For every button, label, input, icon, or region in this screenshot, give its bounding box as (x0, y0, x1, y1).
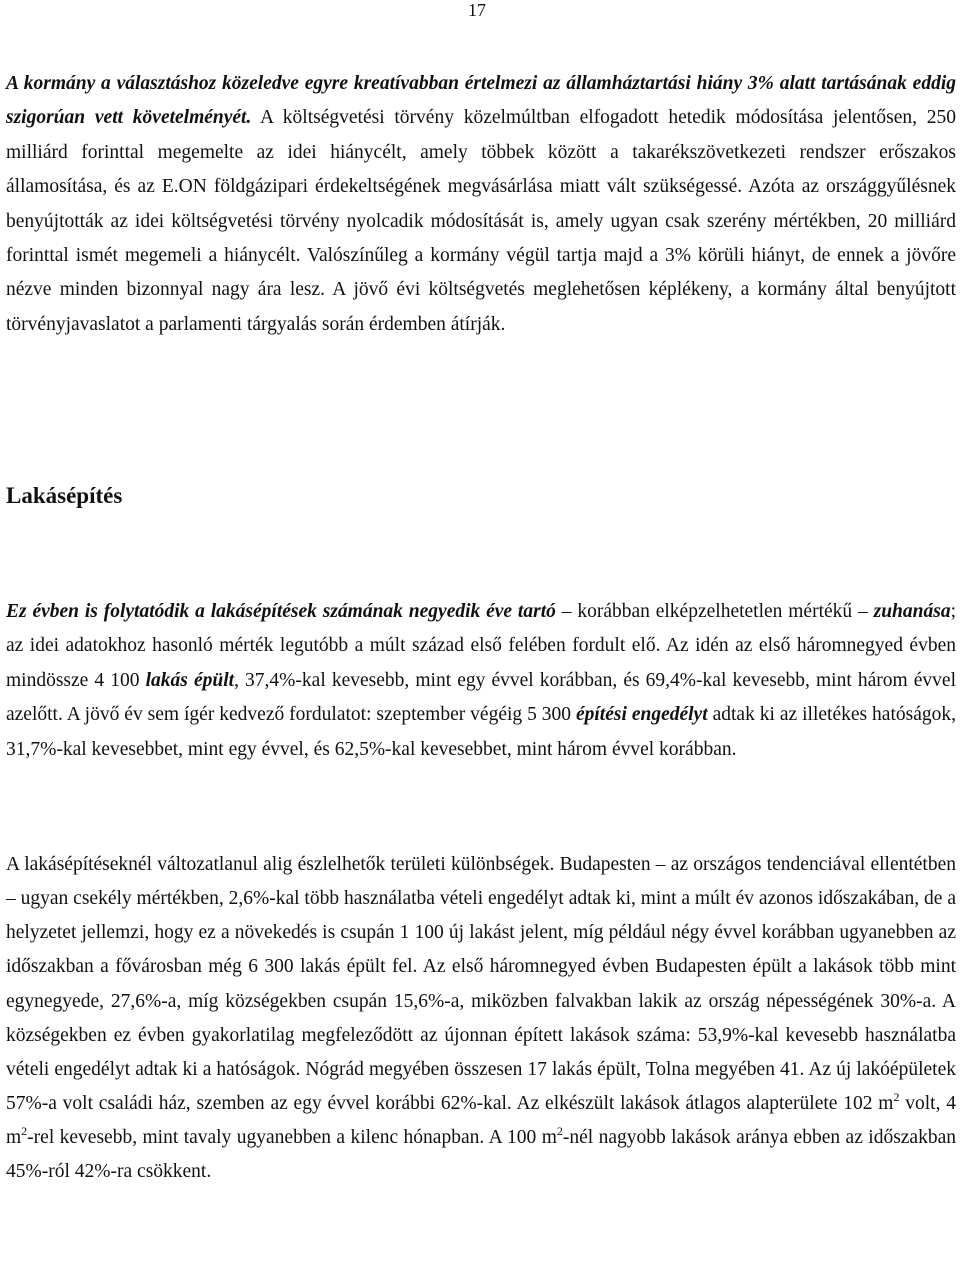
text-run: – korábban elképzelhetetlen mértékű – (555, 601, 874, 622)
term-epitesi-engedely: építési engedélyt (575, 704, 708, 726)
text-run: adtak ki az illetékes hatóságok, 31,7%-kal kevesebbet, mint egy évvel, és 62,5%-kal kevesebbet, mint három évvel korábban. (6, 704, 956, 760)
housing-lead-emphasis: Ez évben is folytatódik a lakásépítések számának negyedik éve tartó (6, 601, 556, 622)
section-heading: Lakásépítés (6, 483, 123, 508)
text-run: ; az idei adatokhoz hasonló mérték legutóbb a múlt század első felében fordult elő. Az idén az első háromnegyed évben mindössze 4 100 (6, 601, 957, 691)
superscript: 2 (893, 1090, 900, 1105)
superscript: 2 (21, 1124, 28, 1139)
page-number: 17 (468, 0, 486, 20)
text-run: -nél nagyobb lakások aránya ebben az időszakban 45%-ról 42%-ra csökkent. (6, 1127, 956, 1183)
housing-paragraph-1 (6, 595, 956, 767)
text-run: volt, 4 m (6, 1093, 956, 1149)
text-run: -rel kevesebb, mint tavaly ugyanebben a kilenc hónapban. A 100 m (27, 1127, 557, 1149)
housing-paragraph-2 (6, 848, 956, 1190)
superscript: 2 (556, 1124, 563, 1139)
intro-paragraph (6, 67, 956, 342)
term-zuhanasa: zuhanása (873, 601, 951, 622)
text-run: , 37,4%-kal kevesebb, mint egy évvel korábban, és 69,4%-kal kevesebb, mint három évvel azelőtt. A jövő év sem ígér kedvező fordulatot: szeptember végéig 5 300 (6, 669, 956, 726)
term-lakas-epult: lakás épült (145, 669, 235, 691)
text-run: A lakásépítéseknél változatlanul alig észlelhetők területi különbségek. Budapesten – az országos tendenciával ellentétben – ugyan csekély mértékben, 2,6%-kal több használatba vételi engedélyt adtak ki, mint a múlt év azonos időszakában, de a helyzetet jellemzi, hogy ez a növekedés is csupán 1 100 új lakást jelent, míg például négy évvel korábban ugyanebben az időszakban a fővárosban még 6 300 lakás épült fel. Az első háromnegyed évben Budapesten épült a lakások több mint egynegyede, 27,6%-a, míg községekben csupán 15,6%-a, miközben falvakban lakik az ország népességének 30%-a. A községekben ez évben gyakorlatilag megfeleződött az újonnan épített lakások száma: 53,9%-kal kevesebb használatba vételi engedélyt adtak ki a hatóságok. Nógrád megyében összesen 17 lakás épült, Tolna megyében 41. Az új lakóépületek 57%-a volt családi ház, szemben az egy évvel korábbi 62%-kal. Az elkészült lakások átlagos alapterülete 102 m (6, 854, 956, 1115)
intro-body: A költségvetési törvény közelmúltban elfogadott hetedik módosítása jelentősen, 250 milliárd forinttal megemelte az idei hiánycélt, amely többek között a takarékszövetkezeti rendszer erőszakos államosítása, és az E.ON földgázipari érdekeltségének megvásárlása miatt vált szükségessé. Azóta az országgyűlésnek benyújtották az idei költségvetési törvény nyolcadik módosítását is, amely ugyan csak szerény mértékben, 20 milliárd forinttal ismét megemeli a hiánycélt. Valószínűleg a kormány végül tartja majd a 3% körüli hiányt, de ennek a jövőre nézve minden bizonnyal nagy ára lesz. A jövő évi költségvetés meglehetősen képlékeny, a kormány által benyújtott törvényjavaslatot a parlamenti tárgyalás során érdemben átírják. (6, 107, 956, 335)
intro-lead-emphasis: A kormány a választáshoz közeledve egyre kreatívabban értelmezi az államháztartási hiány 3% alatt tartásának eddig szigorúan vett követelményét. (6, 73, 956, 129)
